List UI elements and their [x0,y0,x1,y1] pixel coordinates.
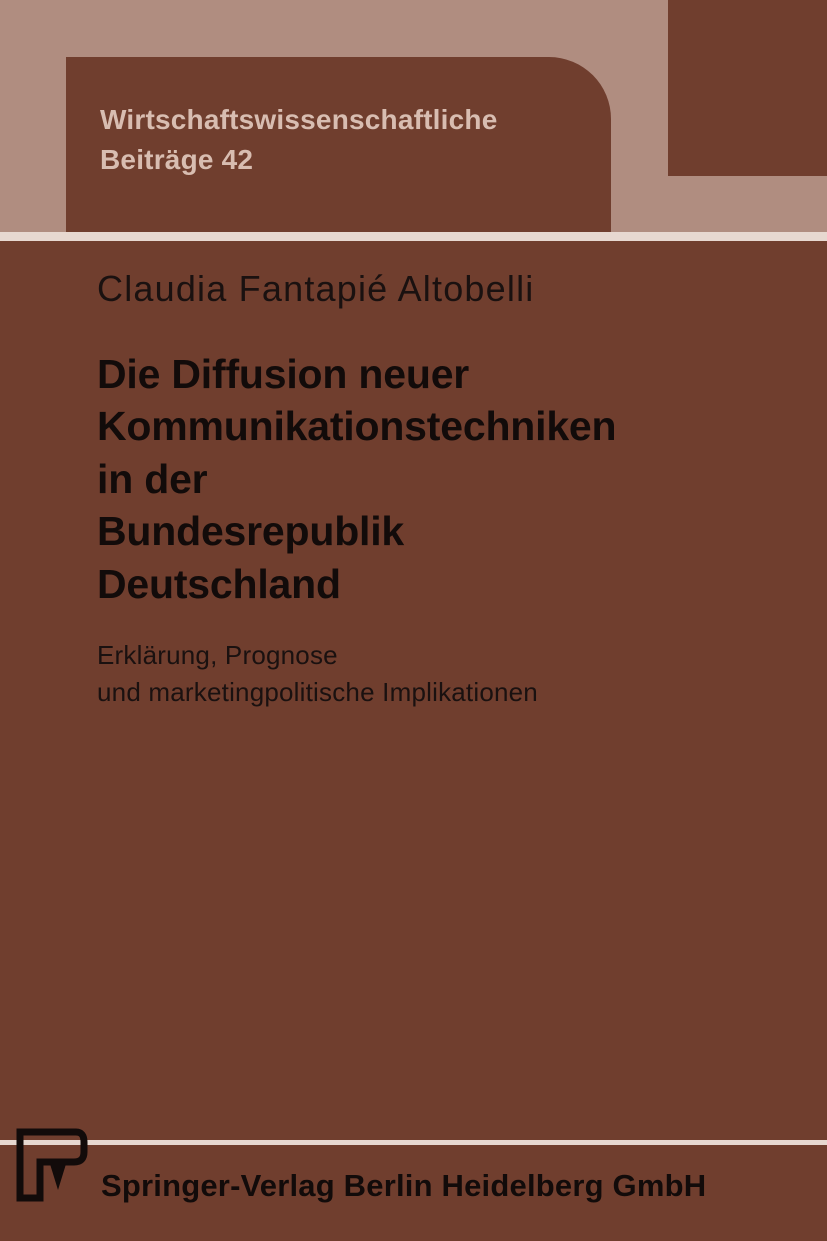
book-title-line-5: Deutschland [97,560,341,607]
book-title-line-4: Bundesrepublik [97,508,405,555]
book-title-line-3: in der [97,455,208,502]
author-name: Claudia Fantapié Altobelli [97,268,535,309]
book-title-line-2: Kommunikationstechniken [97,403,617,450]
series-title-line-2: Beiträge 42 [100,143,254,175]
publisher-logo-icon [16,1128,88,1202]
band-divider [0,232,827,241]
book-title-line-1: Die Diffusion neuer [97,351,470,397]
book-subtitle-line-1: Erklärung, Prognose [97,640,338,670]
book-subtitle-line-2: und marketingpolitische Implikationen [97,676,538,707]
series-title-line-1: Wirtschaftswissenschaftliche [100,104,498,135]
cover-band-tab [668,0,827,176]
book-title [97,348,797,610]
book-subtitle [97,637,797,711]
series-title [100,100,620,180]
publisher-name: Springer-Verlag Berlin Heidelberg GmbH [101,1168,707,1203]
bottom-rule [0,1140,827,1145]
